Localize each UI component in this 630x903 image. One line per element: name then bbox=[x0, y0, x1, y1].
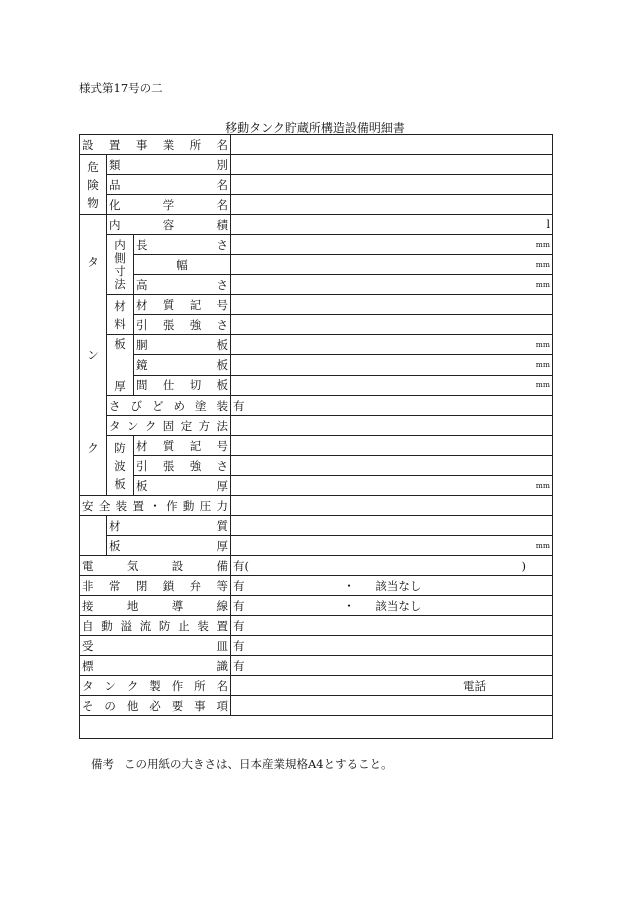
label-plate-group bbox=[107, 335, 134, 396]
spec-table bbox=[79, 134, 553, 739]
label-emergency-valve: 非 常 閉 鎖 弁 等 bbox=[82, 578, 229, 593]
unit-mm: mm bbox=[535, 259, 551, 269]
label-length: 長 さ bbox=[136, 237, 229, 252]
label-electrical: 電 気 設 備 bbox=[82, 558, 229, 573]
row-baffle-tensile bbox=[80, 456, 553, 476]
label-baffle-tensile: 引 張 強 さ bbox=[136, 458, 229, 473]
label-tank-ku: ク bbox=[87, 441, 99, 456]
row-other bbox=[80, 696, 553, 716]
row-width bbox=[80, 255, 553, 275]
value-manufacturer[interactable] bbox=[231, 676, 553, 696]
label-safety-material: 材 質 bbox=[109, 518, 229, 533]
label-tank-ta: タ bbox=[87, 254, 99, 269]
label-ground-wire: 接 地 導 線 bbox=[82, 598, 229, 613]
label-safety-thickness: 板 厚 bbox=[109, 538, 229, 553]
row-capacity bbox=[80, 215, 553, 235]
row-tensile-strength bbox=[80, 315, 553, 335]
electrical-close: ) bbox=[521, 558, 527, 573]
row-electrical bbox=[80, 556, 553, 576]
value-business-location[interactable] bbox=[231, 135, 553, 155]
row-baffle-thickness bbox=[80, 476, 553, 496]
label-capacity: 内 容 積 bbox=[109, 217, 229, 232]
unit-mm: mm bbox=[535, 359, 551, 369]
label-partition-plate: 間 仕 切 板 bbox=[136, 378, 229, 393]
value-electrical[interactable] bbox=[231, 556, 553, 576]
ground-yes[interactable]: 有 bbox=[233, 598, 245, 613]
label-shell-plate: 胴 板 bbox=[136, 337, 229, 352]
row-material-code bbox=[80, 295, 553, 315]
label-material-group: 材 料 bbox=[107, 295, 134, 335]
label-baffle-thickness: 板 厚 bbox=[136, 478, 229, 493]
value-fixing-method[interactable] bbox=[231, 416, 553, 436]
label-material-code: 材 質 記 号 bbox=[136, 297, 229, 312]
label-baffle-group: 防 波 板 bbox=[107, 436, 134, 496]
label-plate-top: 板 bbox=[114, 337, 126, 351]
value-emergency-valve[interactable] bbox=[231, 576, 553, 596]
ground-dot: ・ bbox=[343, 598, 355, 613]
ground-na[interactable]: 該当なし bbox=[375, 598, 422, 613]
row-manufacturer bbox=[80, 676, 553, 696]
value-hazmat-type[interactable] bbox=[231, 155, 553, 175]
value-ground-wire[interactable] bbox=[231, 596, 553, 616]
value-baffle-material[interactable] bbox=[231, 436, 553, 456]
label-sign: 標 識 bbox=[82, 658, 229, 673]
row-length bbox=[80, 235, 553, 255]
row-sign bbox=[80, 656, 553, 676]
label-manufacturer: タ ン ク 製 作 所 名 bbox=[82, 678, 229, 693]
row-height bbox=[80, 275, 553, 295]
label-overflow: 自 動 溢 流 防 止 装 置 bbox=[82, 618, 229, 633]
row-safety-device bbox=[80, 496, 553, 516]
label-plate-bottom: 厚 bbox=[114, 379, 126, 393]
remarks bbox=[91, 756, 403, 772]
value-hazmat-product[interactable] bbox=[231, 175, 553, 195]
remarks-label: 備考 bbox=[91, 757, 114, 771]
row-business-location bbox=[80, 135, 553, 155]
label-tensile-strength: 引 張 強 さ bbox=[136, 317, 229, 332]
label-width: 幅 bbox=[134, 255, 231, 275]
label-drip-tray: 受 皿 bbox=[82, 638, 229, 653]
unit-liter: l bbox=[546, 217, 551, 231]
row-ground-wire bbox=[80, 596, 553, 616]
value-tensile-strength[interactable] bbox=[231, 315, 553, 335]
row-blank bbox=[80, 716, 553, 739]
value-end-plate[interactable] bbox=[231, 355, 553, 375]
value-baffle-thickness[interactable] bbox=[231, 476, 553, 496]
label-tank-group bbox=[80, 215, 107, 496]
label-fixing-method: タ ン ク 固 定 方 法 bbox=[109, 418, 229, 433]
value-safety-material[interactable] bbox=[231, 516, 553, 536]
value-drip-tray[interactable]: 有 bbox=[231, 636, 553, 656]
label-hazmat-type: 類 別 bbox=[109, 157, 229, 172]
label-end-plate: 鏡 板 bbox=[136, 357, 229, 372]
label-inner-dims: 内 側 寸 法 bbox=[107, 235, 134, 295]
label-rust-coating: さ び ど め 塗 装 bbox=[109, 398, 228, 413]
form-number: 様式第17号の二 bbox=[79, 81, 163, 95]
label-tank-n: ン bbox=[87, 347, 99, 362]
label-hazmat-chemical: 化 学 名 bbox=[109, 197, 229, 212]
blank-safety-group bbox=[80, 516, 107, 556]
blank-row[interactable] bbox=[80, 716, 553, 739]
row-emergency-valve bbox=[80, 576, 553, 596]
emergency-yes[interactable]: 有 bbox=[233, 578, 245, 593]
emergency-na[interactable]: 該当なし bbox=[375, 578, 422, 593]
unit-mm: mm bbox=[535, 380, 551, 390]
row-partition-plate bbox=[80, 375, 553, 395]
row-hazmat-type bbox=[80, 155, 553, 175]
label-other: そ の 他 必 要 事 項 bbox=[82, 698, 229, 713]
row-end-plate bbox=[80, 355, 553, 375]
value-material-code[interactable] bbox=[231, 295, 553, 315]
unit-mm: mm bbox=[535, 339, 551, 349]
value-width[interactable] bbox=[231, 255, 553, 275]
label-baffle-material: 材 質 記 号 bbox=[136, 438, 229, 453]
value-shell-plate[interactable] bbox=[231, 335, 553, 355]
row-shell-plate bbox=[80, 335, 553, 355]
row-fixing-method bbox=[80, 416, 553, 436]
value-overflow[interactable]: 有 bbox=[231, 616, 553, 636]
row-overflow bbox=[80, 616, 553, 636]
label-safety-device: 安 全 装 置 ・ 作 動 圧 力 bbox=[82, 498, 228, 513]
value-sign[interactable]: 有 bbox=[231, 656, 553, 676]
row-rust-coating bbox=[80, 396, 553, 416]
value-baffle-tensile[interactable] bbox=[231, 456, 553, 476]
unit-mm: mm bbox=[535, 480, 551, 490]
label-hazmat-product: 品 名 bbox=[109, 177, 229, 192]
value-hazmat-chemical[interactable] bbox=[231, 195, 553, 215]
label-business-location: 設 置 事 業 所 名 bbox=[82, 137, 229, 152]
label-phone: 電話 bbox=[463, 678, 487, 693]
value-length[interactable] bbox=[231, 235, 553, 255]
value-height[interactable] bbox=[231, 275, 553, 295]
emergency-dot: ・ bbox=[343, 578, 355, 593]
value-other[interactable] bbox=[231, 696, 553, 716]
unit-mm: mm bbox=[535, 239, 551, 249]
unit-mm: mm bbox=[535, 279, 551, 289]
label-height: 高 さ bbox=[136, 277, 229, 292]
row-hazmat-chemical bbox=[80, 195, 553, 215]
row-baffle-material bbox=[80, 436, 553, 456]
unit-mm: mm bbox=[535, 540, 551, 550]
document-title: 移動タンク貯蔵所構造設備明細書 bbox=[225, 121, 405, 135]
label-hazmat-group: 危 険 物 bbox=[80, 155, 107, 215]
row-drip-tray bbox=[80, 636, 553, 656]
row-hazmat-product bbox=[80, 175, 553, 195]
electrical-open: 有( bbox=[233, 558, 250, 573]
value-partition-plate[interactable] bbox=[231, 375, 553, 395]
value-safety-thickness[interactable] bbox=[231, 536, 553, 556]
value-rust-coating[interactable]: 有 bbox=[231, 396, 553, 416]
value-safety-device[interactable] bbox=[231, 496, 553, 516]
remarks-text: この用紙の大きさは、日本産業規格A4とすること。 bbox=[124, 757, 393, 771]
row-safety-material bbox=[80, 516, 553, 536]
value-capacity[interactable] bbox=[231, 215, 553, 235]
row-safety-thickness bbox=[80, 536, 553, 556]
